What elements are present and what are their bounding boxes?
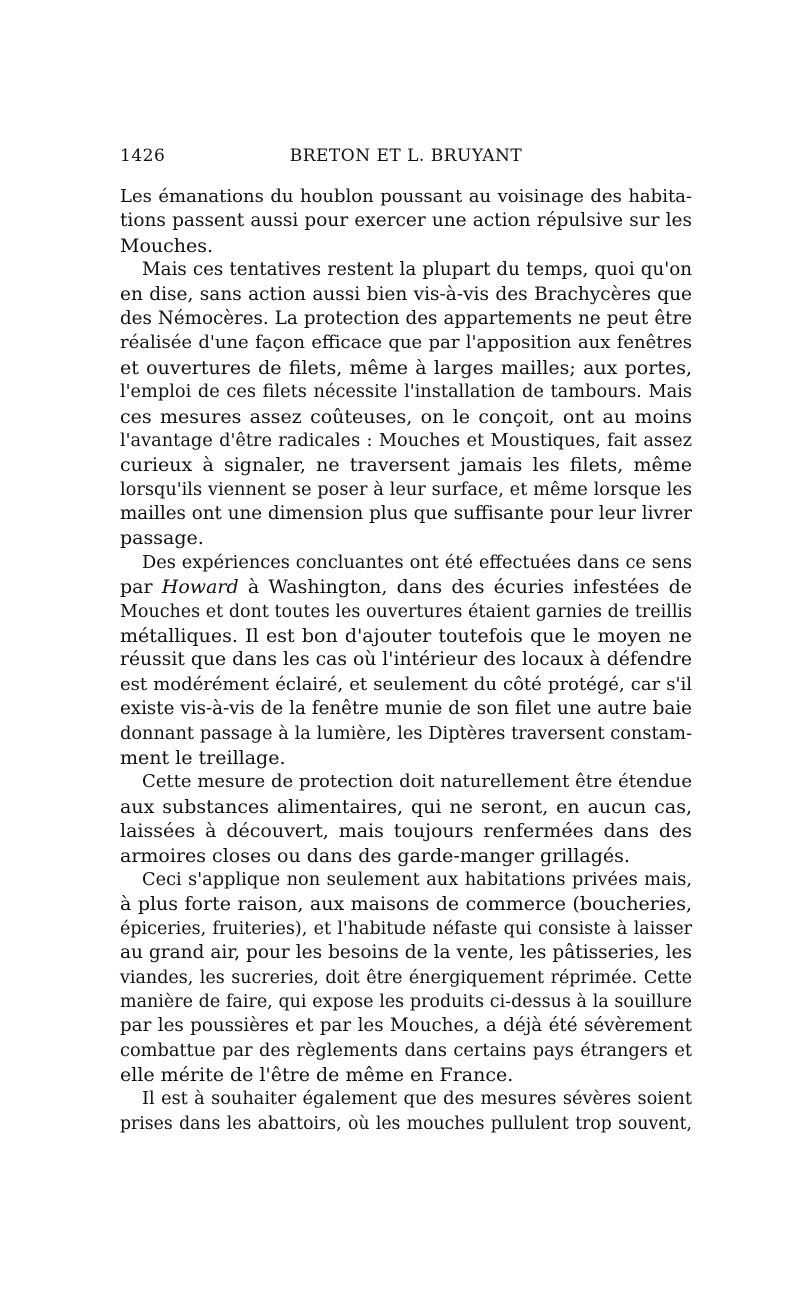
- text-line: l'avantage d'être radicales : Mouches et Moustiques, fait assez: [120, 430, 692, 451]
- text-span: à Washington, dans des écuries infestées de: [247, 576, 692, 599]
- text-span: par: [120, 576, 153, 599]
- text-line: métalliques. Il est bon d'ajouter toutefois que le moyen ne: [120, 625, 692, 648]
- text-line: ment le treillage.: [120, 746, 286, 769]
- text-line: réussit que dans les cas où l'intérieur des locaux à défendre: [120, 649, 692, 671]
- body-text: [120, 185, 692, 1136]
- text-line: et ouvertures de filets, même à larges mailles; aux portes,: [120, 356, 692, 379]
- text-line: mailles ont une dimension plus que suffisante pour leur livrer: [120, 503, 692, 525]
- text-line: des Némocères. La protection des appartements ne peut être: [120, 307, 692, 329]
- text-line: épiceries, fruiteries), et l'habitude néfaste qui consiste à laisser: [120, 918, 692, 939]
- text-line: viandes, les sucreries, doit être énergiquement réprimée. Cette: [120, 967, 692, 988]
- text-line: passage.: [120, 527, 204, 550]
- text-line: manière de faire, qui expose les produits ci-dessus à la souillure: [120, 991, 692, 1012]
- text-line: Il est à souhaiter également que des mesures sévères soient: [142, 1089, 692, 1110]
- text-line: Les émanations du houblon poussant au voisinage des habita-: [120, 186, 692, 207]
- text-line: ces mesures assez coûteuses, on le conçoit, ont au moins: [120, 405, 692, 428]
- text-line: lorsqu'ils viennent se poser à leur surface, et même lorsque les: [120, 479, 692, 500]
- text-line: par les poussières et par les Mouches, a déjà été sévèrement: [120, 1015, 692, 1037]
- text-line: laissées à découvert, mais toujours renfermées dans des: [120, 820, 692, 843]
- author-name: Howard: [161, 576, 239, 599]
- text-line: au grand air, pour les besoins de la vente, les pâtisseries, les: [120, 942, 692, 964]
- text-line: Ceci s'applique non seulement aux habitations privées mais,: [142, 869, 692, 890]
- text-line: Des expériences concluantes ont été effectuées dans ce sens: [142, 552, 692, 573]
- text-line: donnant passage à la lumière, les Diptères traversent constam-: [120, 723, 692, 744]
- running-title: BRETON ET L. BRUYANT: [289, 146, 523, 166]
- text-line: armoires closes ou dans des garde-manger grillagés.: [120, 844, 630, 867]
- text-line: prises dans les abattoirs, où les mouches pullulent trop souvent,: [120, 1113, 692, 1134]
- text-line: aux substances alimentaires, qui ne seront, en aucun cas,: [120, 795, 692, 818]
- text-line: l'emploi de ces filets nécessite l'installation de tambours. Mais: [120, 382, 692, 403]
- text-line: Mouches et dont toutes les ouvertures étaient garnies de treillis: [120, 601, 692, 622]
- text-line-with-name: [120, 575, 692, 599]
- text-line: est modérément éclairé, et seulement du côté protégé, car s'il: [120, 673, 692, 695]
- text-line: elle mérite de l'être de même en France.: [120, 1064, 514, 1087]
- text-line: Cette mesure de protection doit naturellement être étendue: [142, 771, 692, 793]
- text-line: tions passent aussi pour exercer une action répulsive sur les: [120, 210, 692, 232]
- text-line: combattue par des règlements dans certains pays étrangers et: [120, 1040, 692, 1061]
- text-line: Mais ces tentatives restent la plupart du temps, quoi qu'on: [142, 259, 692, 281]
- text-line: curieux à signaler, ne traversent jamais les filets, même: [120, 454, 692, 477]
- text-line: réalisée d'une façon efficace que par l'apposition aux fenêtres: [120, 332, 692, 354]
- text-line: en dise, sans action aussi bien vis-à-vis des Brachycères que: [120, 283, 692, 305]
- page-number: 1426: [120, 146, 166, 166]
- text-line: à plus forte raison, aux maisons de commerce (boucheries,: [120, 893, 692, 916]
- text-line: Mouches.: [120, 234, 214, 257]
- page-header: [120, 146, 692, 172]
- text-line: existe vis-à-vis de la fenêtre munie de son filet une autre baie: [120, 698, 692, 720]
